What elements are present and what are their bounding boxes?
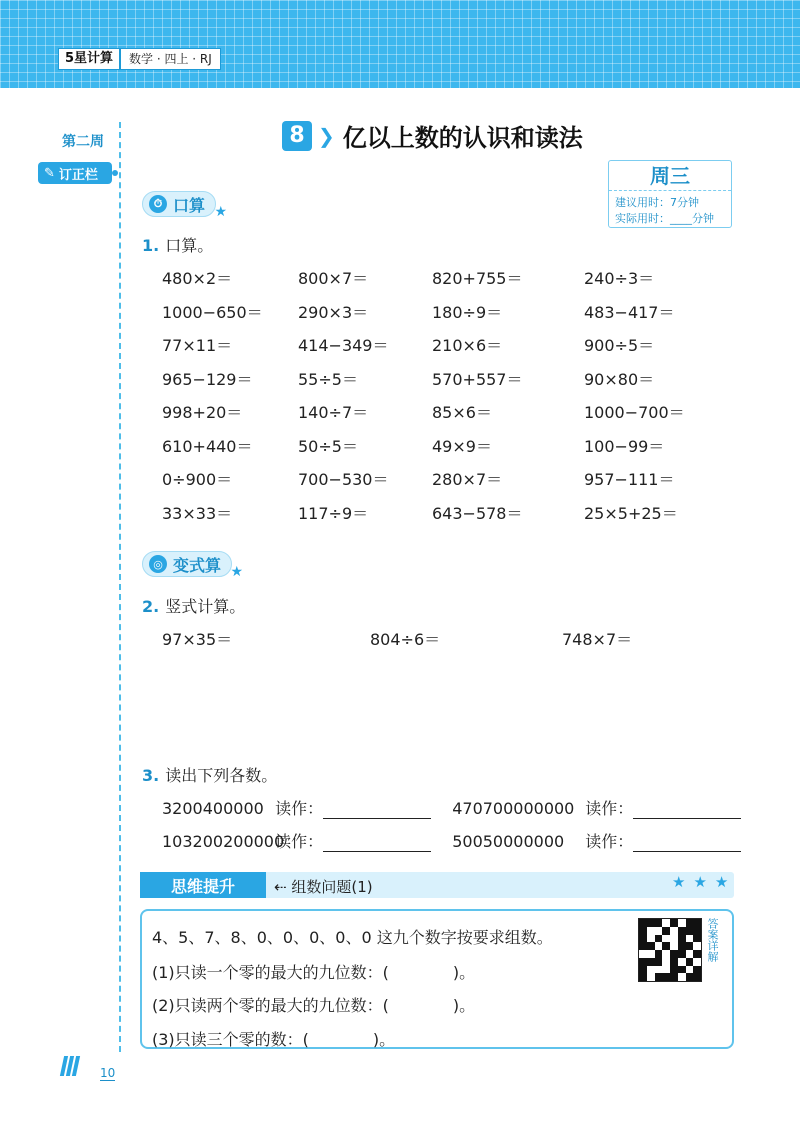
stopwatch-icon: ⏱ <box>149 195 167 213</box>
qr-module <box>647 942 655 950</box>
oral-calc-item: 1000−650＝ <box>162 302 263 322</box>
oral-calc-item: 800×7＝ <box>298 269 369 288</box>
qr-module <box>693 935 701 943</box>
oral-calc-item: 414−349＝ <box>298 336 389 355</box>
star-icon: ★ <box>214 204 228 220</box>
oral-calc-item: 33×33＝ <box>162 503 233 523</box>
oral-calc-item: 0÷900＝ <box>162 470 233 489</box>
oral-calc-item: 85×6＝ <box>432 403 492 422</box>
qr-module <box>639 950 647 958</box>
qr-module <box>678 950 686 958</box>
thinking-topic: ⇠ 组数问题(1) <box>274 878 373 896</box>
qr-module <box>670 958 678 966</box>
qr-module <box>639 935 647 943</box>
section-variant-label: 变式算 <box>173 555 222 575</box>
answer-blank[interactable] <box>633 803 741 819</box>
qr-module <box>662 973 670 981</box>
oral-calc-item: 117÷9＝ <box>298 503 369 523</box>
qr-module <box>693 942 701 950</box>
difficulty-stars: ★★★ <box>672 873 737 891</box>
qr-module <box>647 973 655 981</box>
oral-calc-item: 280×7＝ <box>432 470 503 489</box>
qr-module <box>670 935 678 943</box>
qr-module <box>655 973 663 981</box>
oral-calc-item: 240÷3＝ <box>584 269 655 288</box>
qr-module <box>655 935 663 943</box>
qr-module <box>647 935 655 943</box>
qr-module <box>678 942 686 950</box>
qr-module <box>662 927 670 935</box>
qr-module <box>647 966 655 974</box>
read-label: 读作： <box>275 832 324 851</box>
qr-module <box>639 958 647 966</box>
header-band <box>0 0 800 88</box>
books-icon <box>62 1056 78 1076</box>
qr-module <box>693 958 701 966</box>
qr-module <box>639 942 647 950</box>
binding-line <box>119 122 121 1052</box>
qr-module <box>693 919 701 927</box>
oral-calc-item: 700−530＝ <box>298 470 389 489</box>
qr-module <box>678 973 686 981</box>
oral-calc-item: 1000−700＝ <box>584 403 685 422</box>
actual-time: 实际用时：____分钟 <box>615 212 714 225</box>
question-text: 口算。 <box>165 236 214 255</box>
read-number-row <box>162 796 741 819</box>
qr-module <box>693 927 701 935</box>
answer-blank[interactable] <box>323 836 431 852</box>
oral-calc-item: 998+20＝ <box>162 403 243 422</box>
suggested-time: 建议用时：7分钟 <box>615 196 699 209</box>
answer-explanation-label: 答案详解 <box>706 918 719 962</box>
correction-label: 订正栏 <box>58 167 98 183</box>
oral-calc-item: 77×11＝ <box>162 336 233 355</box>
oral-calc-item: 610+440＝ <box>162 436 253 456</box>
read-number-row <box>162 829 741 852</box>
qr-module <box>693 973 701 981</box>
qr-module <box>662 935 670 943</box>
qr-module <box>686 950 694 958</box>
thinking-q3: (3)只读三个零的数：( )。 <box>152 1030 396 1049</box>
oral-calc-item: 49×9＝ <box>432 436 492 456</box>
oral-calc-item: 90×80＝ <box>584 369 655 389</box>
oral-calc-item: 900÷5＝ <box>584 336 655 355</box>
qr-module <box>639 919 647 927</box>
vertical-calc-item: 804÷6＝ <box>370 630 441 649</box>
weekday-box <box>608 160 732 228</box>
read-label: 读作： <box>275 799 324 818</box>
number-value: 3200400000 <box>162 799 264 818</box>
week-label: 第二周 <box>62 134 104 150</box>
read-label: 读作： <box>585 799 634 818</box>
thinking-tag: 思维提升 <box>140 872 266 898</box>
oral-calc-item: 480×2＝ <box>162 269 233 288</box>
topic-text: 组数问题(1) <box>291 878 373 896</box>
qr-module <box>686 927 694 935</box>
qr-module <box>655 927 663 935</box>
oral-calc-item: 55÷5＝ <box>298 369 358 389</box>
oral-calc-item: 140÷7＝ <box>298 403 369 422</box>
qr-module <box>678 919 686 927</box>
thinking-q1: (1)只读一个零的最大的九位数：( )。 <box>152 963 476 982</box>
qr-module <box>678 935 686 943</box>
question-text: 竖式计算。 <box>165 597 246 616</box>
oral-calc-item: 643−578＝ <box>432 503 523 523</box>
oral-calc-item: 180÷9＝ <box>432 302 503 322</box>
oral-calc-item: 570+557＝ <box>432 369 523 389</box>
qr-module <box>647 927 655 935</box>
qr-module <box>639 966 647 974</box>
qr-module <box>693 950 701 958</box>
section-oral-label: 口算 <box>173 195 206 215</box>
qr-module <box>662 919 670 927</box>
qr-module <box>647 950 655 958</box>
answer-blank[interactable] <box>323 803 431 819</box>
qr-module <box>655 966 663 974</box>
qr-module <box>670 966 678 974</box>
qr-module <box>639 973 647 981</box>
qr-module <box>686 919 694 927</box>
qr-module <box>686 966 694 974</box>
oral-calc-item: 820+755＝ <box>432 269 523 288</box>
qr-module <box>686 935 694 943</box>
oral-calc-item: 210×6＝ <box>432 336 503 355</box>
brand-name: 5星计算 <box>59 49 121 69</box>
chevron-right-icon: ❯ <box>318 123 335 148</box>
qr-module <box>693 966 701 974</box>
qr-module <box>647 919 655 927</box>
page-title <box>282 118 583 153</box>
qr-module <box>686 958 694 966</box>
qr-module <box>662 942 670 950</box>
target-icon: ◎ <box>149 555 167 573</box>
weekday-label: 周三 <box>609 161 731 191</box>
question-number: 3. <box>142 766 160 785</box>
section-variant-calc <box>142 551 244 580</box>
section-oral-calc <box>142 191 228 220</box>
qr-module <box>655 919 663 927</box>
vertical-calc-item: 748×7＝ <box>562 630 633 649</box>
qr-module <box>670 950 678 958</box>
lesson-number: 8 <box>282 121 312 151</box>
number-value: 103200200000 <box>162 832 285 851</box>
qr-module <box>686 973 694 981</box>
number-value: 50050000000 <box>452 832 565 851</box>
qr-module <box>655 942 663 950</box>
read-label: 读作： <box>585 832 634 851</box>
qr-module <box>655 958 663 966</box>
brand-subtitle: 数学 · 四上 · RJ <box>129 52 212 66</box>
qr-module <box>639 927 647 935</box>
question-2-title <box>142 594 245 617</box>
oral-calc-item: 100−99＝ <box>584 436 665 456</box>
question-1-title <box>142 233 213 256</box>
vertical-calc-item: 97×35＝ <box>162 630 233 649</box>
qr-module <box>662 950 670 958</box>
qr-module <box>662 966 670 974</box>
pencil-icon: ✎ <box>44 165 55 181</box>
qr-code[interactable] <box>638 918 702 982</box>
oral-calc-item: 290×3＝ <box>298 302 369 322</box>
qr-module <box>686 942 694 950</box>
thinking-q2: (2)只读两个零的最大的九位数：( )。 <box>152 996 476 1015</box>
question-number: 1. <box>142 236 160 255</box>
star-icon: ★ <box>230 564 244 580</box>
qr-module <box>670 927 678 935</box>
oral-calc-item: 965−129＝ <box>162 369 253 389</box>
correction-column-tag <box>38 162 112 184</box>
dot-icon <box>112 170 118 176</box>
qr-module <box>655 950 663 958</box>
qr-module <box>678 927 686 935</box>
qr-module <box>670 919 678 927</box>
qr-module <box>662 958 670 966</box>
oral-calc-item: 50÷5＝ <box>298 436 358 456</box>
answer-blank[interactable] <box>633 836 741 852</box>
number-value: 470700000000 <box>452 799 575 818</box>
brand-label <box>58 48 221 70</box>
oral-calc-item: 483−417＝ <box>584 302 675 322</box>
lesson-title: 亿以上数的认识和读法 <box>342 124 583 152</box>
qr-module <box>670 942 678 950</box>
page-number: 10 <box>100 1066 116 1080</box>
question-number: 2. <box>142 597 160 616</box>
oral-calc-item: 957−111＝ <box>584 470 675 489</box>
qr-module <box>678 958 686 966</box>
qr-module <box>647 958 655 966</box>
question-text: 读出下列各数。 <box>165 766 278 785</box>
oral-calc-item: 25×5+25＝ <box>584 503 678 523</box>
question-3-title <box>142 763 277 786</box>
qr-module <box>678 966 686 974</box>
thinking-intro: 4、5、7、8、0、0、0、0、0 这九个数字按要求组数。 <box>152 928 553 947</box>
qr-module <box>670 973 678 981</box>
